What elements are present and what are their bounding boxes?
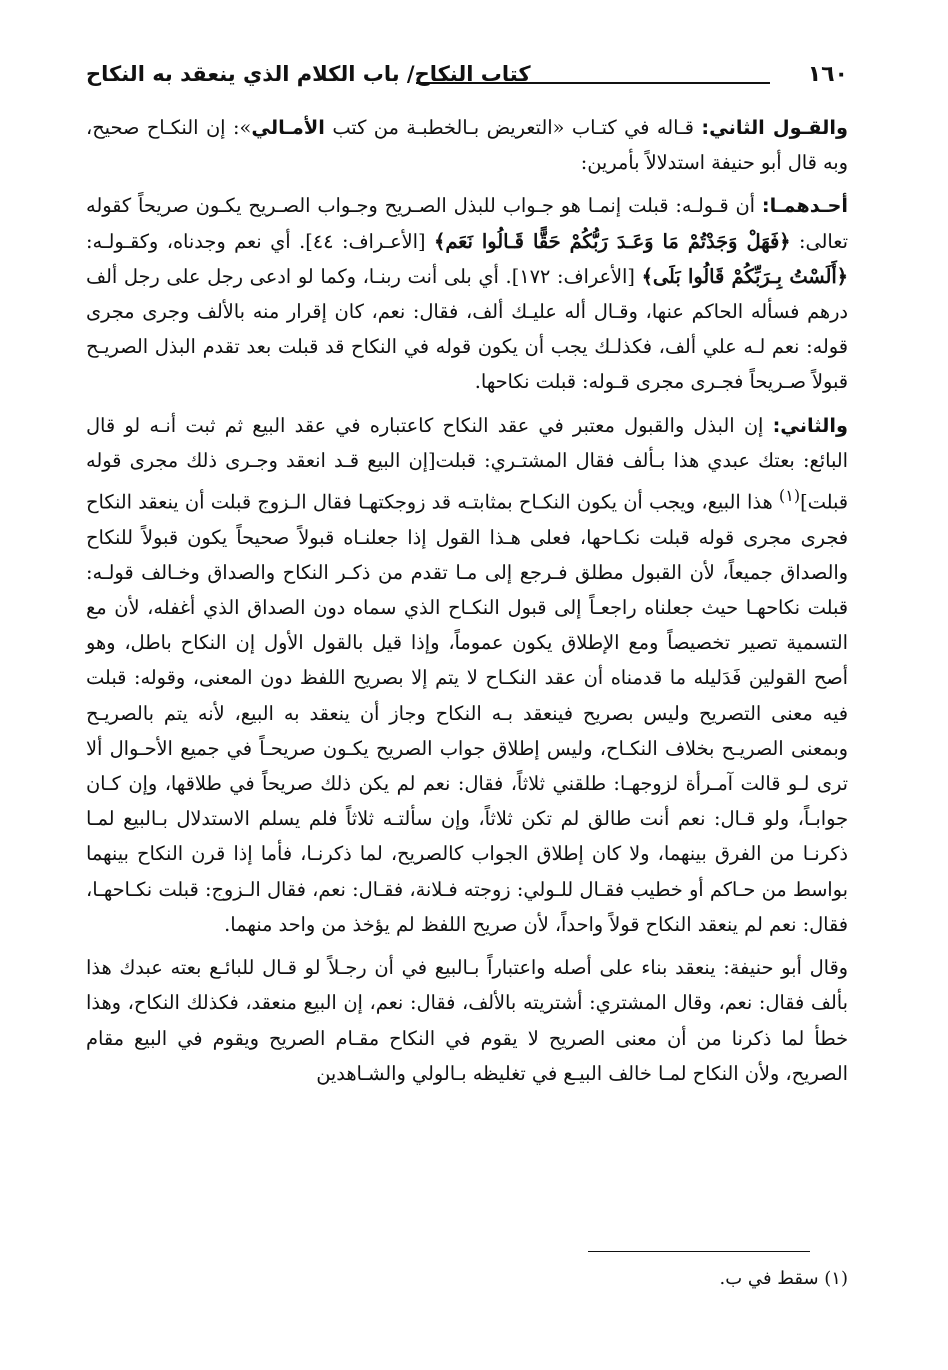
paragraph-abu-hanifa bbox=[86, 950, 848, 1091]
quran-quote: ﴿فَهَلْ وَجَدْتُمْ مَا وَعَـدَ رَبُّكُمْ حَقًّا قَـالُوا نَعَم﴾ bbox=[434, 229, 791, 253]
paragraph-text: [الأعـراف: ٤٤]. أي نعم وجدناه، وكقـولـه: bbox=[86, 229, 435, 253]
page-number: ١٦٠ bbox=[807, 62, 848, 87]
paragraph-text: أن قـولـه: قبلت إنمـا هو جـواب للبذل الصـريح وجـواب الصـريح يكـون صريحاً كقوله تعالى: bbox=[86, 194, 848, 253]
paragraph-text: وقال أبو حنيفة: ينعقد بناء على أصله واعتباراً بـالبيع في أن رجـلاً لو قـال للبائـع بعته عبدك هذا بألف فقال: نعم، وقال المشتري: أشتريته بالألف، فقال: نعم، إن البيع منعقد، فكذلك النكاح، وهذا خطأ لما ذكرنا من أن معنى الصريح لا يقوم في النكاح مقـام الصريح ويقوم في البيع مقام الصريح، ولأن النكاح لمـا خالف البيـع في تغليظه بـالولي والشـاهدين bbox=[86, 956, 848, 1085]
page-header bbox=[86, 60, 848, 94]
paragraph-lead: والقـول الثاني: bbox=[701, 116, 849, 139]
paragraph-text: إن البذل والقبول معتبر في عقد النكاح كاعتباره في عقد البيع ثم ثبت أنـه لو قال البائع: بعتك عبدي هذا بـألف فقال المشتـري: قبلت[إن البيع قـد انعقد وجـرى ذلك مجرى قوله قبلت] bbox=[86, 413, 848, 514]
paragraph-text: قـاله في كتـاب «التعريض بـالخطبـة من كتب bbox=[324, 116, 702, 139]
book-title-amali: الأمـالي bbox=[251, 116, 325, 139]
paragraph-lead: أحـدهمـا: bbox=[761, 194, 848, 218]
running-title: كتاب النكاح/ باب الكلام الذي ينعقد به النكاح bbox=[86, 62, 531, 86]
footnote-marker: (١) bbox=[778, 486, 801, 506]
footnote: (١) سقط في ب. bbox=[719, 1268, 848, 1289]
main-text bbox=[86, 110, 848, 1099]
footnote-rule bbox=[588, 1251, 810, 1252]
paragraph-second-argument bbox=[86, 408, 848, 942]
paragraph-lead: والثاني: bbox=[772, 413, 848, 437]
paragraph-text: [الأعراف: ١٧٢]. أي بلى أنت ربنـا، وكما لو ادعى رجل على رجل ألف درهم فسأله الحاكم عنها، وقـال أله عليـك ألف، فقال: نعم، كان إقرار منه بالألف وجرى مجرى قوله: نعم لـه علي ألف، فكذلـك يجب أن يكون قوله في النكاح قد قبلت بعد تقدم البذل الصريـح قبولاً صـريحاً فجـرى مجرى قـوله: قبلت نكاحها. bbox=[86, 264, 848, 394]
paragraph-first-argument bbox=[86, 188, 848, 399]
paragraph-text: هذا البيع، ويجب أن يكون النكـاح بمثابتـه قد زوجكتهـا فقال الـزوج قبلت أن ينعقد النكاح فجرى مجرى قوله قبلت نكـاحها، فعلى هـذا القول إذا جعلنـاه قبولاً صحيحاً يكون قبولاً للنكاح والصداق جميعاً، لأن القبول مطلق فـرجع إلى مـا تقدم من ذكـر النكاح والصداق وخـالف قولـه: قبلت نكاحهـا حيث جعلناه راجعـاً إلى قبول النكـاح الذي سماه دون الصداق الذي أغفله، لأن مع التسمية تصير تخصيصاً ومع الإطلاق يكون عموماً، وإذا قيل بالقول الأول إن النكاح باطل، وهو أصح القولين فَدَليله ما قدمناه أن عقد النكـاح لا يتم إلا بصريح اللفظ دون المعنى، وقوله: قبلت فيه معنى التصريح وليس بصريح فينعقد بـه النكاح وجاز أن ينعقد به البيع، لأنه يتم بالصريـح وبمعنى الصريـح بخلاف النكـاح، وليس إطلاق جواب الصريح يكـون صريحـاً في جميع الأحـوال ألا ترى لـو قالت آمـرأة لزوجهـا: طلقني ثلاثاً، فقال: نعم لم يكن ذلك صريحاً في طلاقها، وإن كـان جوابـاً، ولو قـال: نعم أنت طالق لم تكن ثلاثاً، وإن سألتـه ثلاثاً فلم يسلم الاستدلال بـالبيع لمـا ذكرنـا من الفرق بينهما، ولا كان إطلاق الجواب كالصريح، لما ذكرنـا، فأما إذا قرن النكاح بينهما بواسط من حـاكم أو خطيب فقـال للـولي: زوجته فـلانة، فقـال: نعم، فقال الـزوج: قبلت نكـاحهـا، فقال: نعم لم ينعقد النكاح قولاً واحداً، لأن صريح اللفظ لم يؤخذ من واحد منهما. bbox=[86, 490, 848, 936]
paragraph-second-opinion bbox=[86, 110, 848, 180]
quran-quote: ﴿أَلَسْتُ بِـرَبِّكُمْ قَالُوا بَلَى﴾ bbox=[641, 264, 848, 288]
paragraph-text: »: إن النكـاح صحيح، وبه قال أبو حنيفة استدلالاً بأمرين: bbox=[86, 116, 848, 175]
